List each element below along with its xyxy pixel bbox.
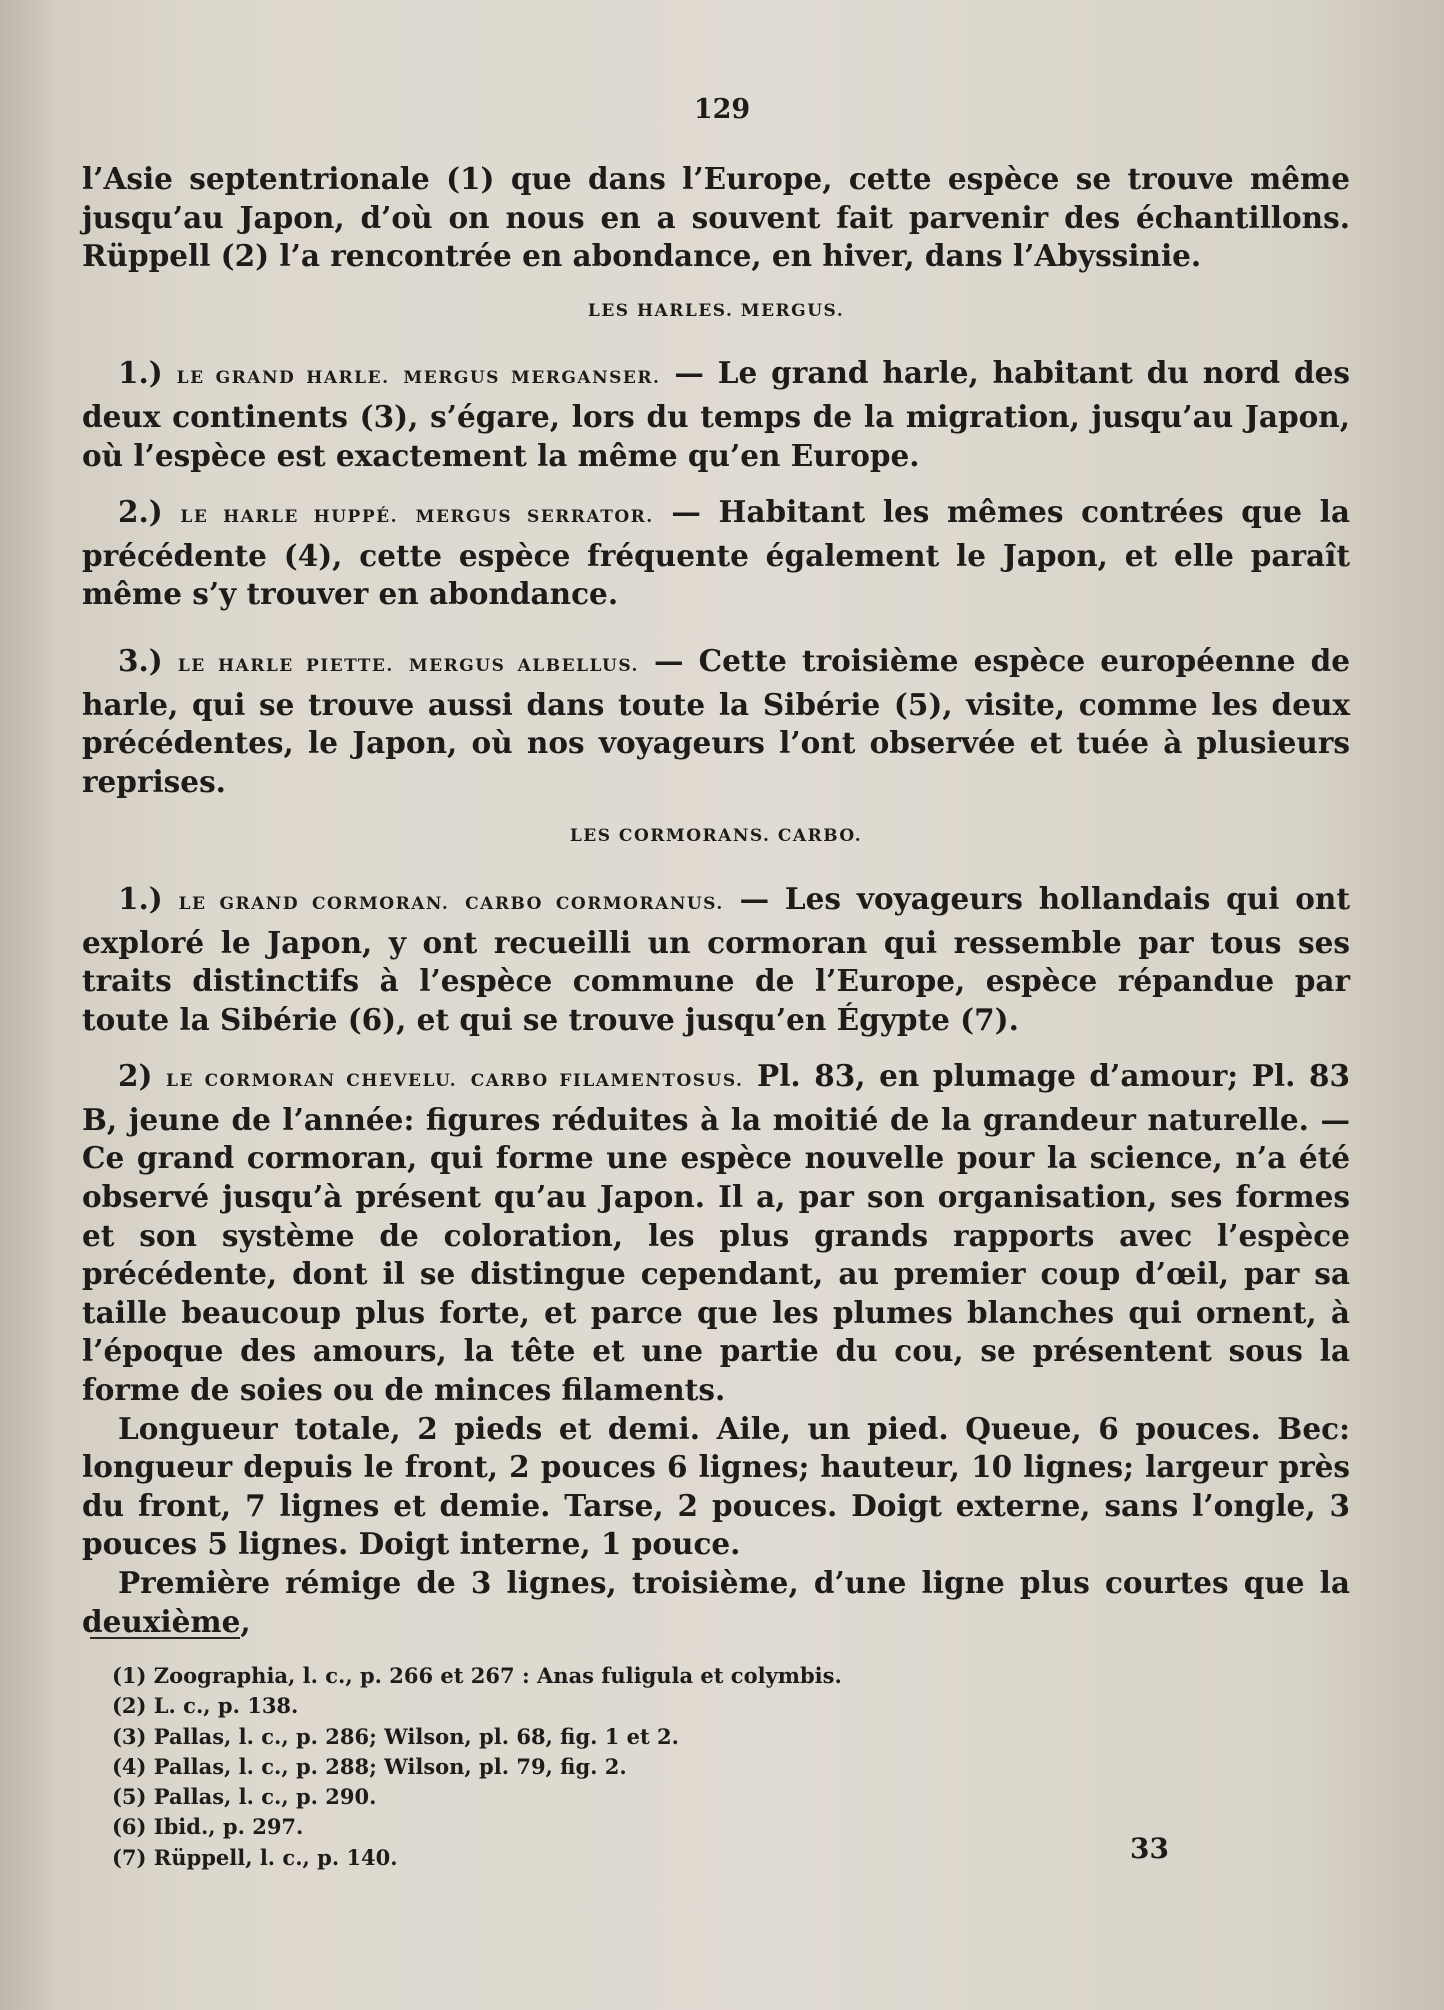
- section-heading-harles: LES HARLES. MERGUS.: [587, 300, 845, 321]
- species-latin-name: MERGUS SERRATOR.: [415, 507, 654, 528]
- footnotes: [112, 1661, 1012, 1873]
- page-number: 129: [693, 94, 751, 125]
- section-heading-cormorans: LES CORMORANS. CARBO.: [569, 826, 863, 847]
- species-text: — Le grand harle, habitant du nord des deux continents (3), s’égare, lors du temps de la migration, jusqu’au Japon, où l’espèce est exactement la même qu’en Europe.: [82, 355, 1350, 473]
- species-name: LE HARLE HUPPÉ.: [180, 507, 398, 528]
- species-name: LE GRAND CORMORAN.: [178, 893, 450, 914]
- measurements-paragraph: Longueur totale, 2 pieds et demi. Aile, un pied. Queue, 6 pouces. Bec: longueur depuis le front, 2 pouces 6 lignes; hauteur, 10 lignes; largeur près du front, 7 lignes et demie. Tarse, 2 pouces. Doigt externe, sans l’ongle, 3 pouces 5 lignes. Doigt interne, 1 pouce.: [82, 1410, 1350, 1562]
- species-entry-harle-huppe: [82, 493, 1350, 614]
- species-latin-name: CARBO FILAMENTOSUS.: [470, 1071, 744, 1092]
- species-entry-grand-harle: [82, 354, 1350, 475]
- species-text: — Cette troisième espèce européenne de harle, qui se trouve aussi dans toute la Sibérie (5), visite, comme les deux précédentes, le Japon, où nos voyageurs l’ont observée et tuée à plusieurs reprises.: [82, 642, 1350, 799]
- footnote: (7) Rüppell, l. c., p. 140.: [112, 1844, 398, 1870]
- species-text: — Habitant les mêmes contrées que la précédente (4), cette espèce fréquente également le Japon, et elle paraît même s’y trouver en abondance.: [82, 494, 1350, 612]
- species-latin-name: MERGUS MERGANSER.: [403, 368, 661, 389]
- footnote-divider: [90, 1637, 240, 1639]
- species-entry-harle-piette: [82, 642, 1350, 801]
- species-entry-grand-cormoran: [82, 880, 1350, 1039]
- entry-number: 3.): [118, 642, 163, 678]
- species-name: LE CORMORAN CHEVELU.: [166, 1071, 458, 1092]
- footnote: (5) Pallas, l. c., p. 290.: [112, 1784, 377, 1810]
- entry-number: 1.): [118, 355, 163, 391]
- species-text: Pl. 83, en plumage d’amour; Pl. 83 B, jeune de l’année: figures réduites à la moitié de la grandeur naturelle. — Ce grand cormoran, qui forme une espèce nouvelle pour la science, n’a été observé jusqu’à présent qu’au Japon. Il a, par son organisation, ses formes et son système de coloration, les plus grands rapports avec l’espèce précédente, dont il se distingue cependant, au premier coup d’œil, par sa taille beaucoup plus forte, et parce que les plumes blanches qui ornent, à l’époque des amours, la tête et une partie du cou, se présentent sous la forme de soies ou de minces filaments.: [82, 1058, 1351, 1408]
- remiges-paragraph: Première rémige de 3 lignes, troisième, d’une ligne plus courtes que la deuxième,: [82, 1565, 1350, 1639]
- intro-paragraph: l’Asie septentrionale (1) que dans l’Europe, cette espèce se trouve même jusqu’au Japon, d’où on nous en a souvent fait parvenir des échantillons. Rüppell (2) l’a rencontrée en abondance, en hiver, dans l’Abyssinie.: [82, 161, 1350, 274]
- footnote: (1) Zoographia, l. c., p. 266 et 267 : Anas fuligula et colymbis.: [112, 1663, 842, 1688]
- signature-mark: 33: [1130, 1832, 1169, 1865]
- entry-number: 2): [118, 1058, 153, 1094]
- footnote: (4) Pallas, l. c., p. 288; Wilson, pl. 79, fig. 2.: [112, 1753, 627, 1779]
- species-text: — Les voyageurs hollandais qui ont exploré le Japon, y ont recueilli un cormoran qui ressemble par tous ses traits distinctifs à l’espèce commune de l’Europe, espèce répandue par toute la Sibérie (6), et qui se trouve jusqu’en Égypte (7).: [82, 880, 1350, 1037]
- entry-number: 2.): [118, 494, 163, 530]
- species-latin-name: MERGUS ALBELLUS.: [408, 655, 639, 676]
- species-name: LE HARLE PIETTE.: [177, 655, 394, 676]
- species-entry-cormoran-chevelu: [82, 1057, 1350, 1409]
- footnote: (3) Pallas, l. c., p. 286; Wilson, pl. 68, fig. 1 et 2.: [112, 1723, 679, 1749]
- footnote: (6) Ibid., p. 297.: [112, 1814, 304, 1840]
- footnote: (2) L. c., p. 138.: [112, 1693, 299, 1719]
- species-name: LE GRAND HARLE.: [176, 368, 390, 389]
- species-latin-name: CARBO CORMORANUS.: [465, 893, 724, 914]
- main-text: [82, 160, 1350, 1641]
- entry-number: 1.): [118, 880, 163, 916]
